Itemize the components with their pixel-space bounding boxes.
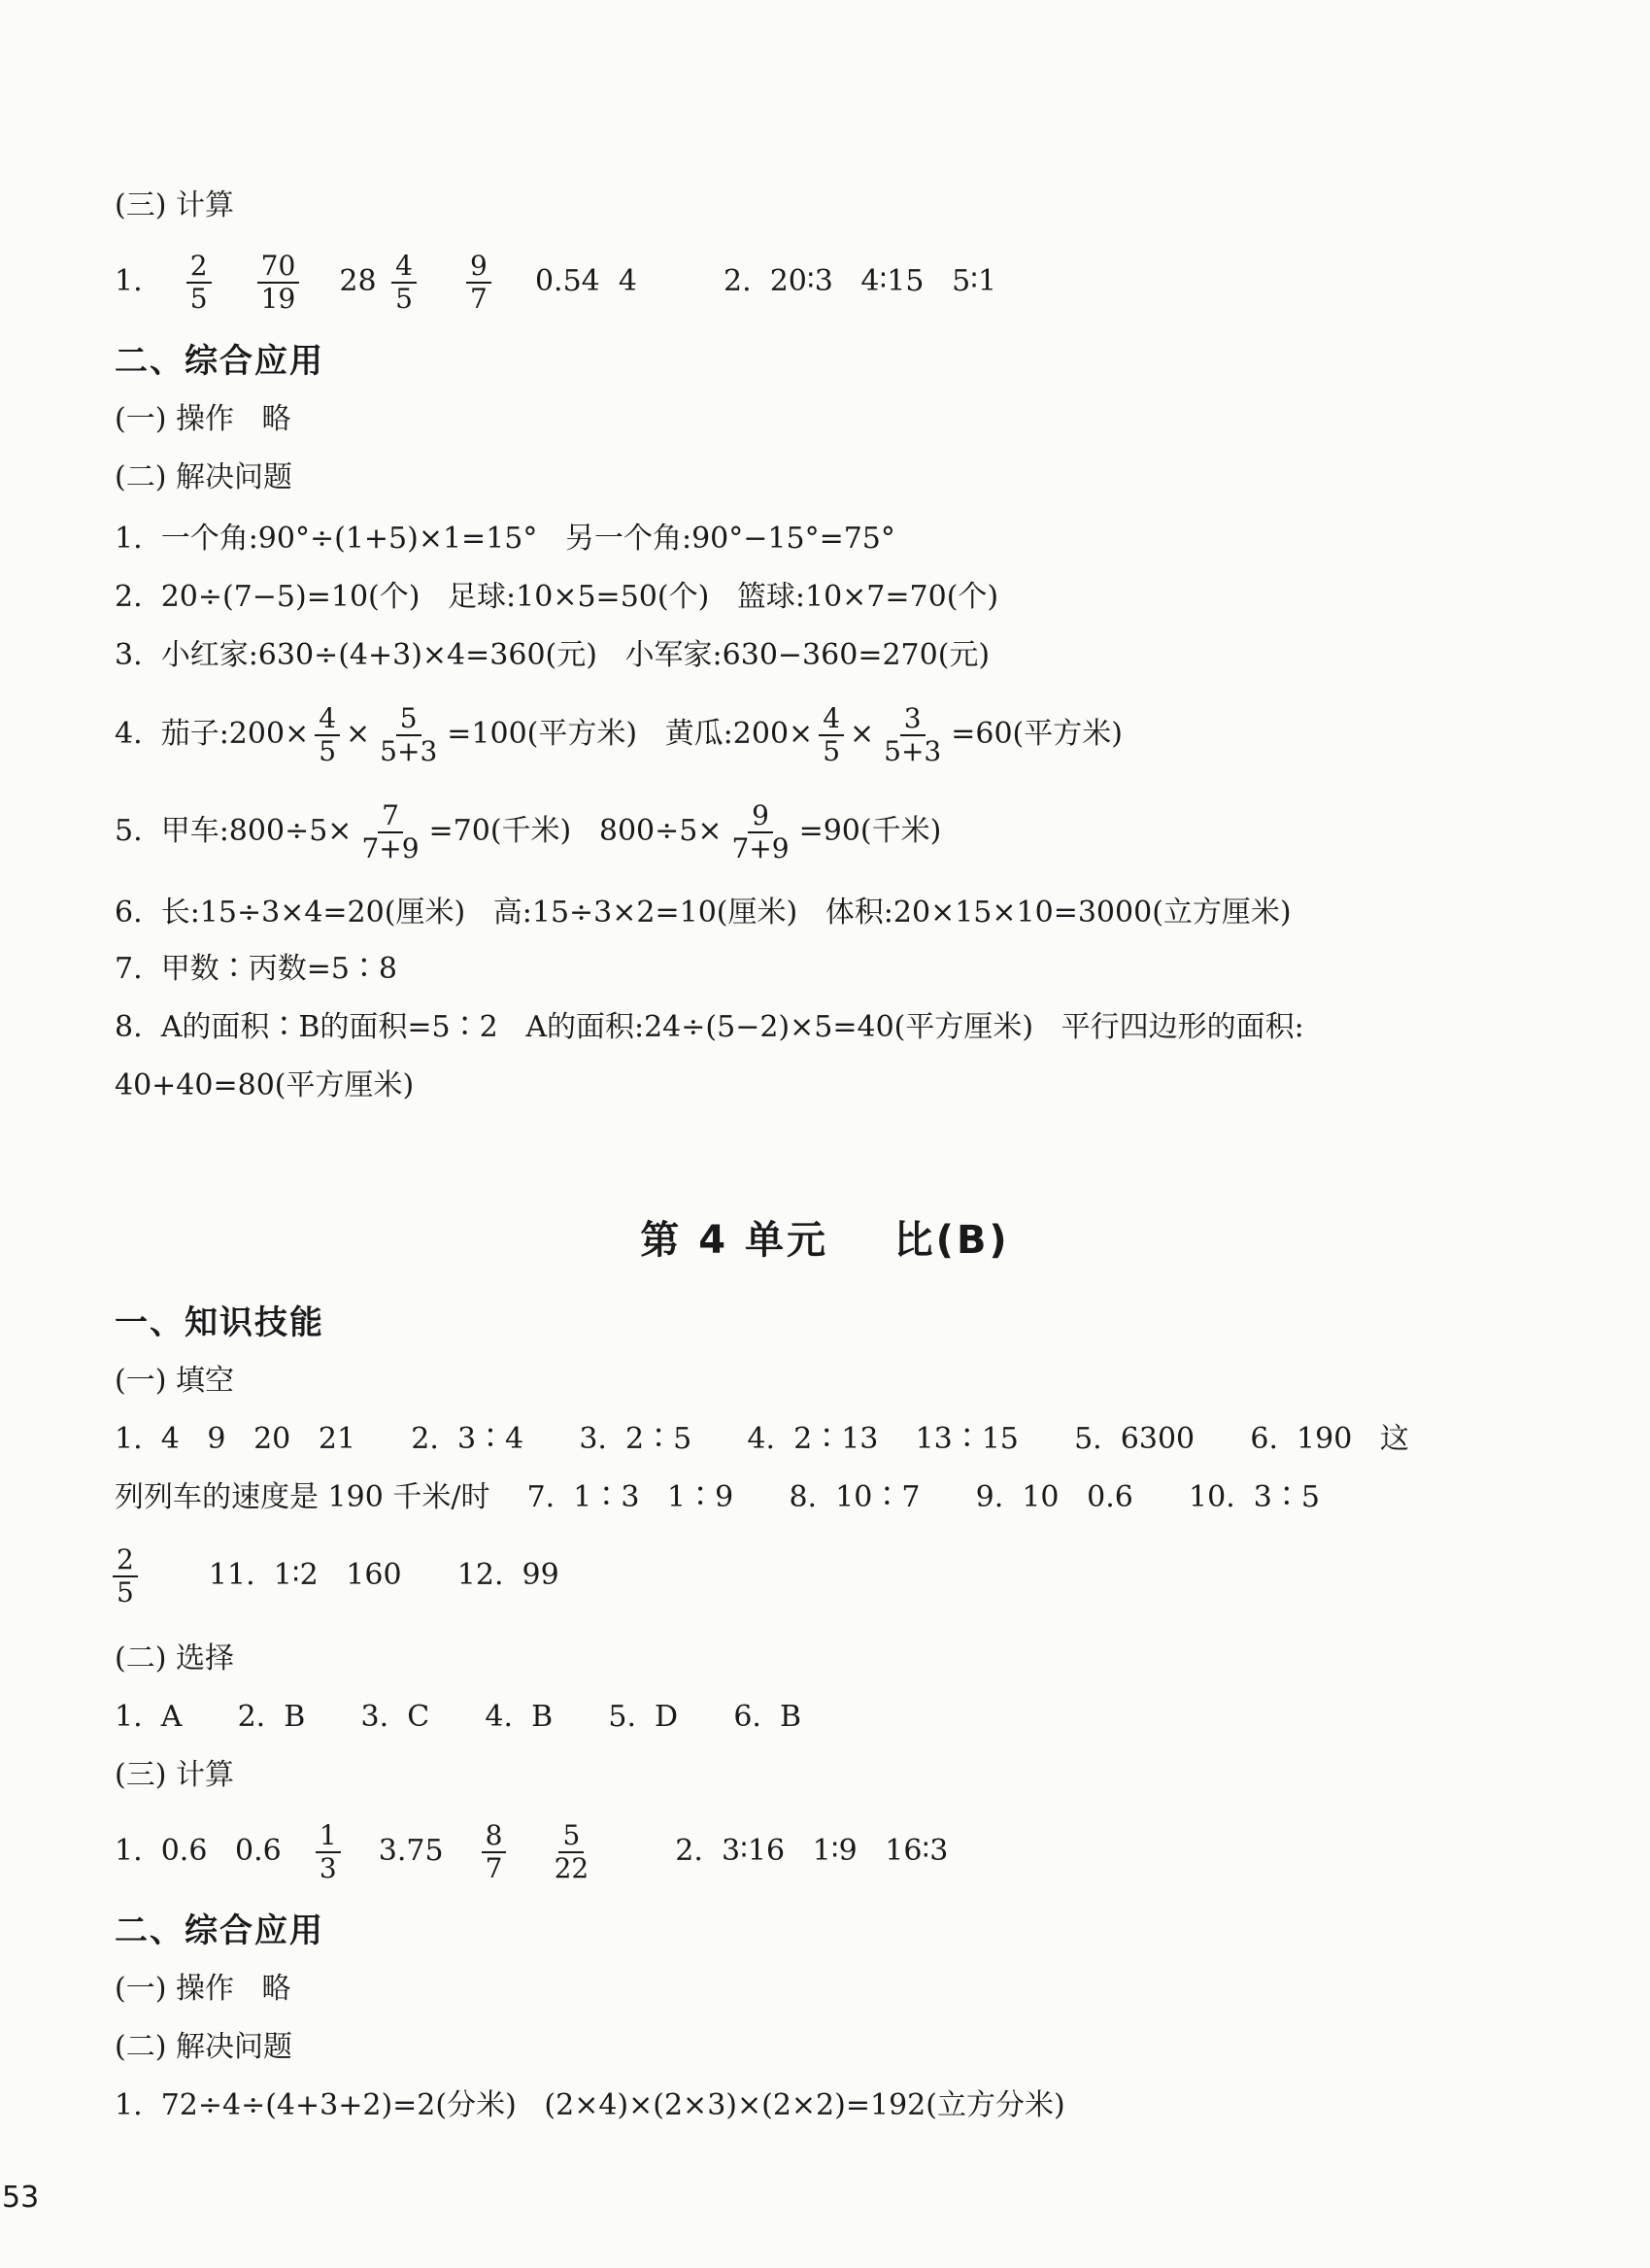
numerator: 5	[396, 703, 421, 736]
fraction	[376, 703, 441, 767]
numerator: 8	[482, 1820, 507, 1853]
denominator: 5+3	[884, 735, 942, 767]
answer-text: 3.75	[378, 1834, 444, 1868]
answer-line: 列列车的速度是 190 千米/时 7. 1∶3 1∶9 8. 10∶7 9. 10 0.6 10. 3∶5	[115, 1480, 1320, 1514]
denominator: 7	[485, 1852, 503, 1884]
answer-text: 28	[339, 264, 377, 298]
fill-heading: (一) 填空	[115, 1364, 234, 1398]
calc-answer-line	[115, 1812, 948, 1890]
denominator: 5	[395, 283, 413, 315]
fraction	[315, 703, 340, 767]
numerator: 4	[315, 703, 340, 736]
answer-text: =90(千米)	[798, 814, 942, 848]
denominator: 7	[470, 283, 488, 315]
calc-heading: (三) 计算	[115, 1758, 234, 1792]
fraction	[186, 251, 212, 315]
fraction	[482, 1820, 507, 1884]
numerator: 2	[186, 251, 212, 284]
calc-answer-line	[115, 243, 996, 321]
answer-line: 7. 甲数∶丙数=5∶8	[115, 952, 398, 986]
fraction	[551, 1820, 593, 1884]
answer-line: 6. 长:15÷3×4=20(厘米) 高:15÷3×2=10(厘米) 体积:20×15×10=3000(立方厘米)	[115, 896, 1292, 930]
solve-heading: (二) 解决问题	[115, 460, 292, 494]
fraction	[727, 800, 792, 864]
answer-line: 40+40=80(平方厘米)	[115, 1068, 415, 1102]
section-heading: 二、综合应用	[115, 1912, 324, 1950]
answer-text: ×	[346, 717, 371, 751]
section-heading: 一、知识技能	[115, 1303, 324, 1342]
denominator: 3	[319, 1852, 337, 1884]
operation-line: (一) 操作 略	[115, 1972, 291, 2006]
denominator: 5+3	[380, 735, 438, 767]
fraction	[113, 1544, 138, 1608]
denominator: 5	[319, 735, 337, 767]
answer-line: 1. 72÷4÷(4+3+2)=2(分米) (2×4)×(2×3)×(2×2)=192(立方分米)	[115, 2088, 1065, 2122]
fraction	[357, 800, 422, 864]
denominator: 7+9	[731, 832, 790, 864]
denominator: 5	[117, 1576, 134, 1608]
choice-heading: (二) 选择	[115, 1642, 234, 1676]
answer-line: 3. 小红家:630÷(4+3)×4=360(元) 小军家:630−360=270(元)	[115, 638, 991, 672]
fraction	[316, 1820, 341, 1884]
denominator: 5	[823, 735, 841, 767]
numerator: 3	[900, 703, 926, 736]
answer-text: 11. 1∶2 160 12. 99	[208, 1558, 559, 1592]
denominator: 19	[260, 283, 296, 315]
numerator: 2	[113, 1544, 138, 1577]
answer-text: =70(千米) 800÷5×	[428, 814, 723, 848]
answer-text: 1. 0.6 0.6	[115, 1834, 282, 1868]
answer-text: 1.	[115, 264, 143, 298]
denominator: 22	[554, 1852, 589, 1884]
answer-text: 2. 20∶3 4∶15 5∶1	[724, 264, 997, 298]
numerator: 4	[819, 703, 844, 736]
answer-line	[115, 695, 1123, 773]
answer-text: 4. 茄子:200×	[115, 717, 310, 751]
numerator: 9	[748, 800, 773, 833]
answer-line	[107, 1537, 559, 1614]
denominator: 7+9	[361, 832, 420, 864]
answer-line: 1. 一个角:90°÷(1+5)×1=15° 另一个角:90°−15°=75°	[115, 522, 895, 556]
operation-line: (一) 操作 略	[115, 402, 291, 436]
numerator: 4	[391, 251, 417, 284]
answer-text: =60(平方米)	[951, 717, 1123, 751]
fraction	[880, 703, 945, 767]
solve-heading: (二) 解决问题	[115, 2030, 292, 2064]
answer-line: 1. 4 9 20 21 2. 3∶4 3. 2∶5 4. 2∶13 13∶15 5. 6300 6. 190 这	[115, 1422, 1409, 1456]
answer-line	[115, 793, 941, 870]
answer-line: 1. A 2. B 3. C 4. B 5. D 6. B	[115, 1700, 802, 1734]
answer-line: 8. A的面积∶B的面积=5∶2 A的面积:24÷(5−2)×5=40(平方厘米) 平行四边形的面积:	[115, 1010, 1304, 1044]
section-heading: 二、综合应用	[115, 342, 324, 381]
answer-text: 0.54 4	[534, 264, 637, 298]
fraction	[391, 251, 417, 315]
answer-text: ×	[850, 717, 875, 751]
numerator: 70	[257, 251, 300, 284]
numerator: 5	[558, 1820, 584, 1853]
fraction	[257, 251, 300, 315]
answer-text: 5. 甲车:800÷5×	[115, 814, 353, 848]
answer-text: 2. 3∶16 1∶9 16∶3	[675, 1834, 949, 1868]
numerator: 7	[378, 800, 403, 833]
calc-heading: (三) 计算	[115, 188, 234, 222]
numerator: 1	[316, 1820, 341, 1853]
answer-line: 2. 20÷(7−5)=10(个) 足球:10×5=50(个) 篮球:10×7=70(个)	[115, 580, 999, 614]
answer-text: =100(平方米) 黄瓜:200×	[447, 717, 814, 751]
fraction	[819, 703, 844, 767]
fraction	[466, 251, 491, 315]
denominator: 5	[189, 283, 208, 315]
numerator: 9	[466, 251, 491, 284]
unit-title: 第 4 单元 比(B)	[640, 1218, 1010, 1263]
page-number: 53	[2, 2181, 40, 2215]
